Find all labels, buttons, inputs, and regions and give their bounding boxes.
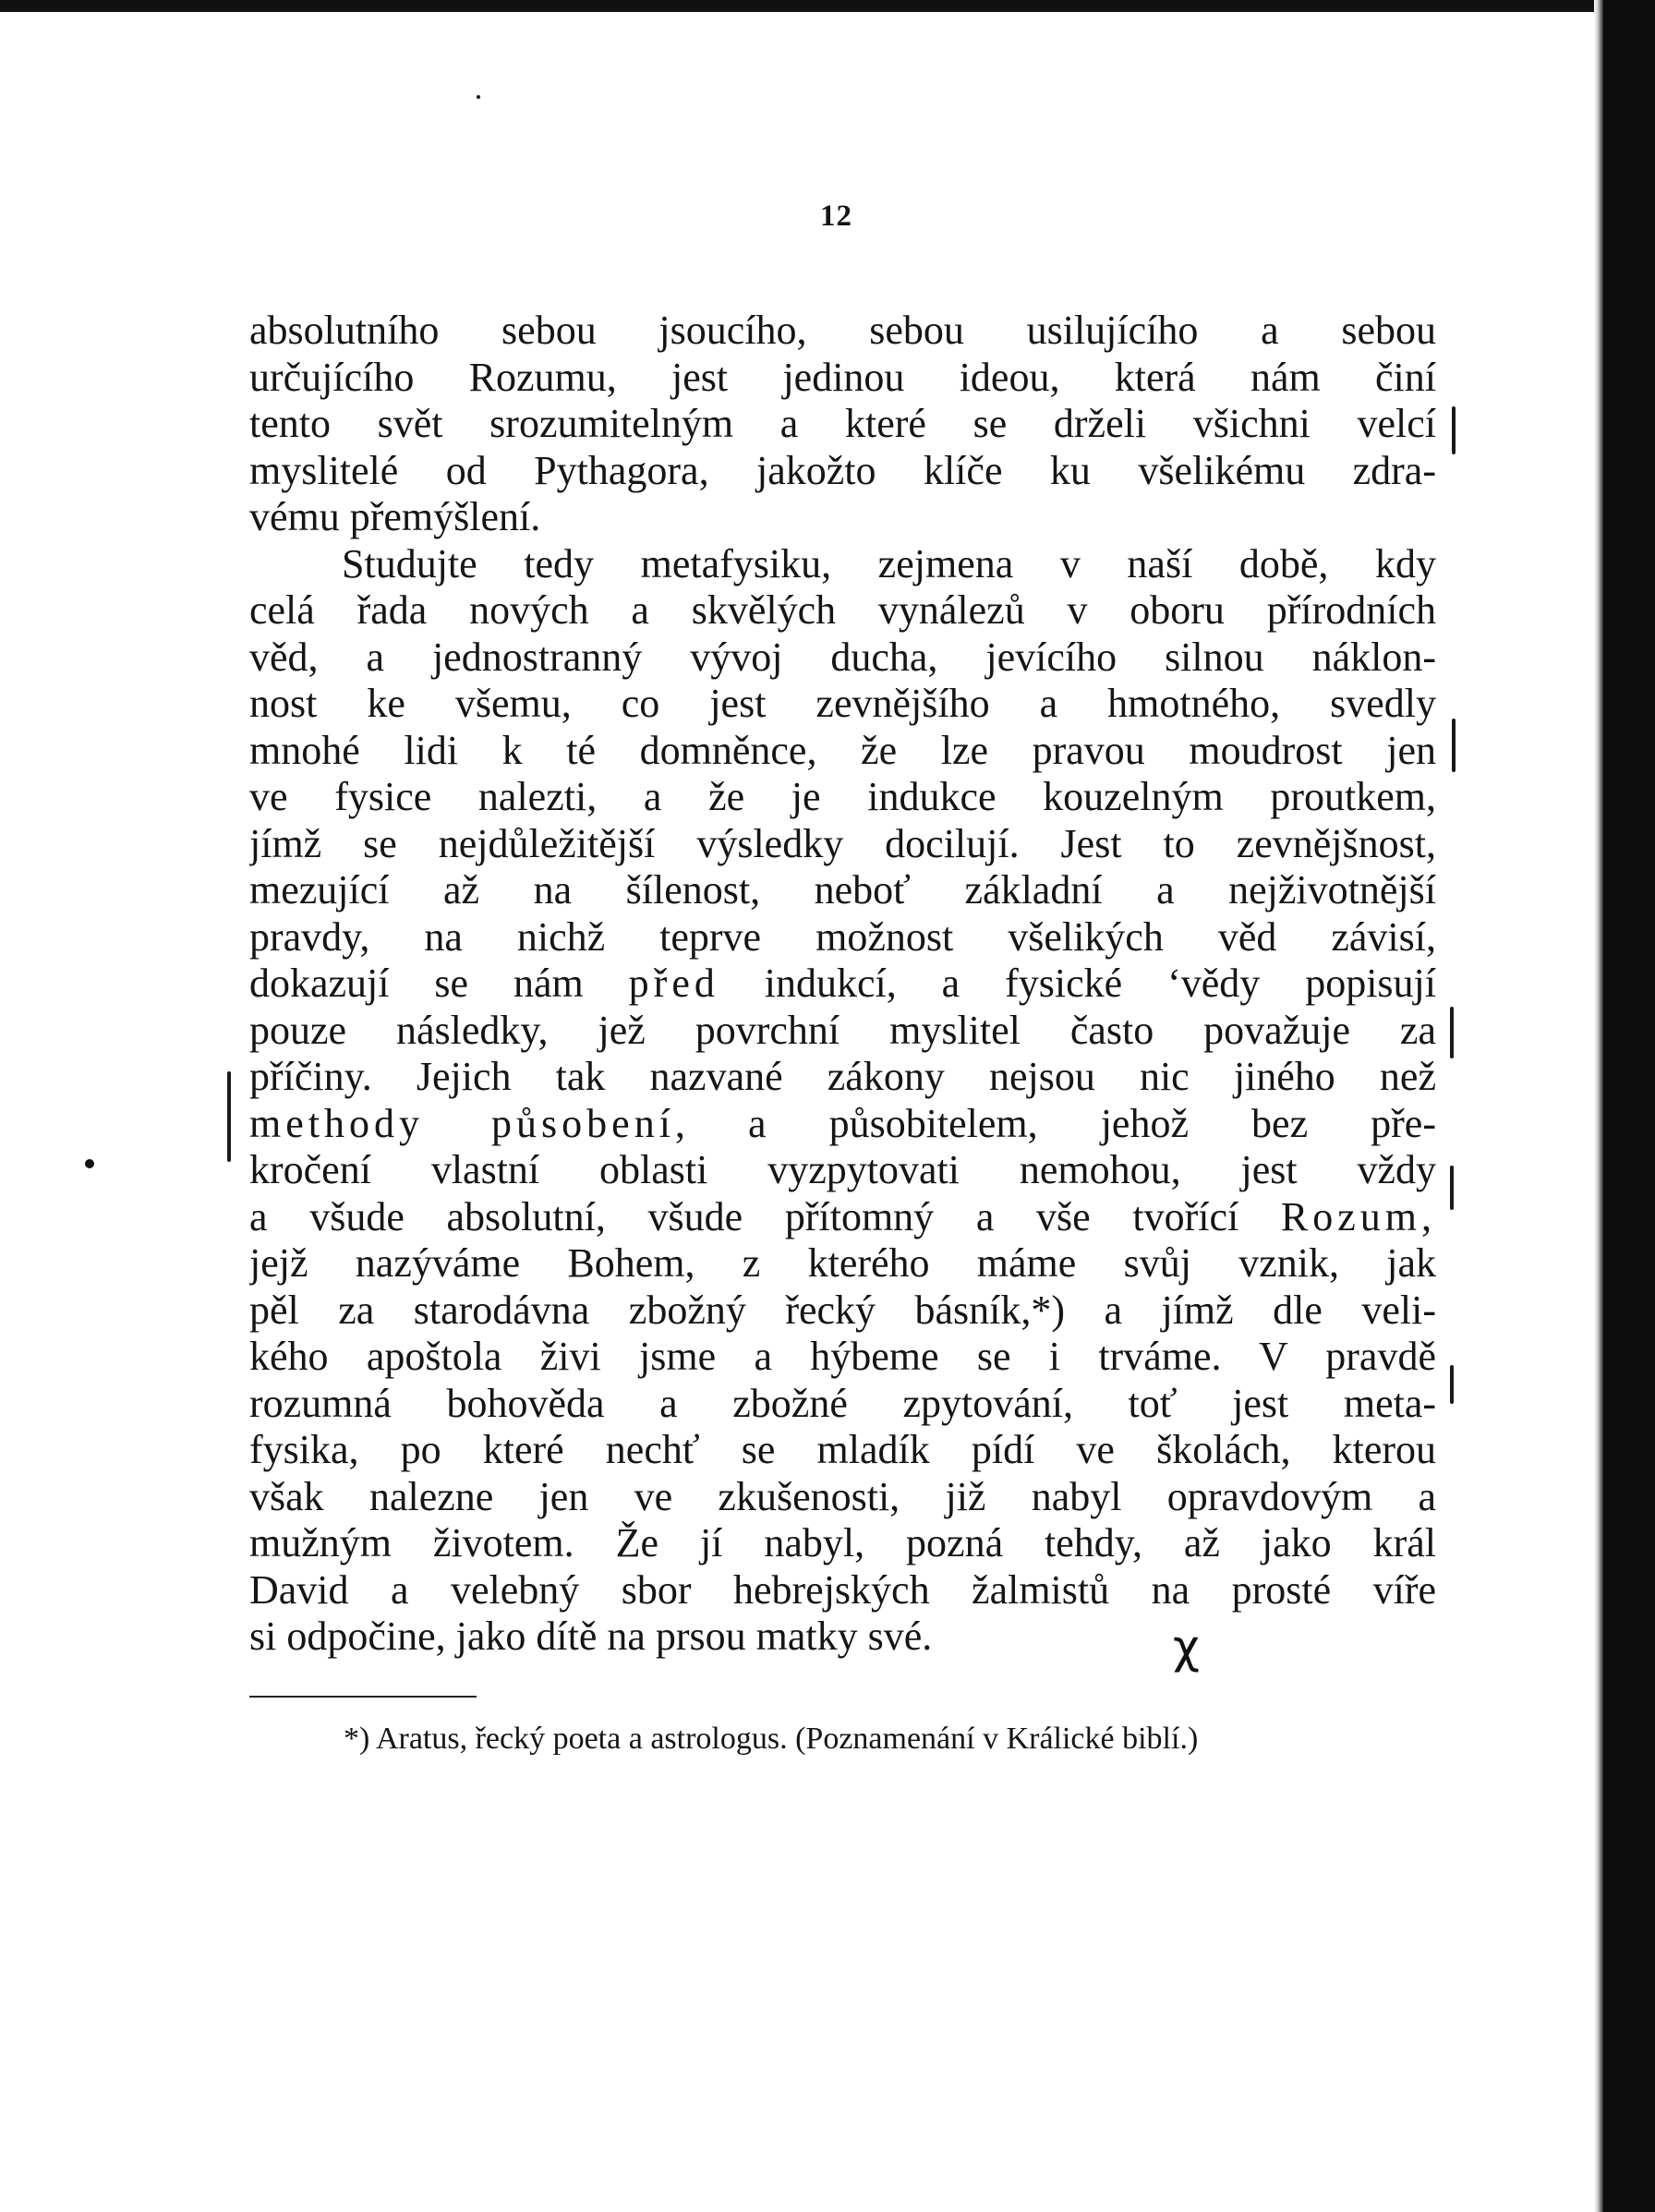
footnote-rule <box>249 1696 477 1698</box>
text-line: absolutního sebou jsoucího, sebou usilujícího a sebou <box>249 308 1436 353</box>
text-line <box>249 1194 1436 1241</box>
margin-mark <box>1450 1365 1454 1404</box>
scan-binding-shadow <box>1594 0 1603 2212</box>
text-fragment: dokazují se nám <box>249 961 584 1006</box>
text-line: fysika, po které nechť se mladík pídí ve školách, kterou <box>249 1427 1436 1472</box>
text-fragment: a všude absolutní, všude přítomný a vše tvořící <box>249 1193 1239 1239</box>
margin-dot <box>85 1159 94 1168</box>
scan-edge-top <box>0 0 1655 12</box>
text-line: pouze následky, jež povrchní myslitel často považuje za <box>249 1007 1436 1053</box>
margin-mark <box>1452 406 1456 454</box>
text-line: nost ke všemu, co jest zevnějšího a hmotného, svedly <box>249 681 1436 726</box>
text-line: jejž nazýváme Bohem, z kterého máme svůj vznik, jak <box>249 1240 1436 1286</box>
footnote: *) Aratus, řecký poeta a astrologus. (Poznamenání v Králické biblí.) <box>344 1722 1199 1756</box>
emphasis-spaced: methody působení <box>249 1100 675 1146</box>
text-line: myslitelé od Pythagora, jakožto klíče ku všelikému zdra- <box>249 447 1436 493</box>
text-line <box>249 1101 1436 1148</box>
text-line: jímž se nejdůležitější výsledky docilují. Jest to zevnějšnost, <box>249 820 1436 866</box>
text-line: kého apoštola živi jsme a hýbeme se i trváme. V pravdě <box>249 1334 1436 1379</box>
margin-mark <box>1450 1166 1454 1210</box>
margin-mark <box>227 1071 231 1162</box>
text-line: kročení vlastní oblasti vyzpytovati nemohou, jest vždy <box>249 1147 1436 1192</box>
text-line: vému přemýšlení. <box>249 494 541 539</box>
page-number: 12 <box>820 199 852 233</box>
text-line: pravdy, na nichž teprve možnost všelikých věd závisí, <box>249 913 1436 960</box>
text-line: mnohé lidi k té domněnce, že lze pravou moudrost jen <box>249 727 1436 773</box>
margin-mark <box>1452 719 1456 772</box>
margin-dot <box>477 95 480 99</box>
scan-edge-right <box>1603 0 1655 2212</box>
text-fragment: indukcí, a fysické ‘vědy popisují <box>764 961 1436 1006</box>
paragraph-start-line: Studujte tedy metafysiku, zejmena v naší době, kdy <box>342 540 1436 586</box>
text-line: určujícího Rozumu, jest jedinou ideou, která nám činí <box>249 354 1436 400</box>
emphasis-spaced: Rozum, <box>1280 1193 1436 1239</box>
text-line: si odpočine, jako dítě na prsou matky své. <box>249 1614 933 1659</box>
text-line <box>249 961 1436 1008</box>
text-line: mezující až na šílenost, neboť základní a nejživotnější <box>249 867 1436 913</box>
text-line: pěl za starodávna zbožný řecký básník,*) a jímž dle veli- <box>249 1287 1436 1333</box>
text-line: příčiny. Jejich tak nazvané zákony nejsou nic jiného než <box>249 1054 1436 1099</box>
margin-mark <box>1450 1007 1454 1058</box>
text-line: věd, a jednostranný vývoj ducha, jevícího silnou náklon- <box>249 634 1436 680</box>
text-line: David a velebný sbor hebrejských žalmistů na prosté víře <box>249 1566 1436 1613</box>
text-line: mužným životem. Že jí nabyl, pozná tehdy, až jako král <box>249 1520 1436 1565</box>
handwritten-x-mark: χ <box>1173 1620 1200 1674</box>
emphasis-spaced: před <box>628 961 719 1006</box>
text-line: rozumná bohověda a zbožné zpytování, toť jest meta- <box>249 1380 1436 1426</box>
body-text <box>249 308 1436 1661</box>
text-line: tento svět srozumitelným a které se drželi všichni velcí <box>249 401 1436 446</box>
text-fragment: , a působitelem, jehož bez pře- <box>674 1100 1436 1146</box>
text-line: však nalezne jen ve zkušenosti, již nabyl opravdovým a <box>249 1473 1436 1519</box>
text-line: ve fysice nalezti, a že je indukce kouzelným proutkem, <box>249 774 1436 819</box>
text-line: celá řada nových a skvělých vynálezů v oboru přírodních <box>249 587 1436 633</box>
